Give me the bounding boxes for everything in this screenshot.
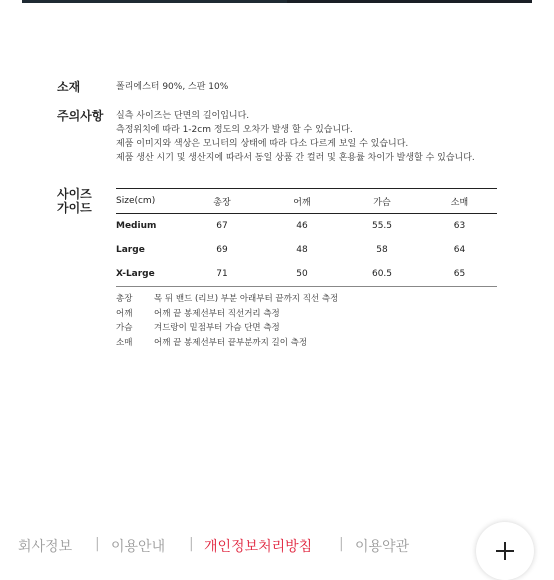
size-cell: 67 [216,221,228,231]
caution-line: 실측 사이즈는 단면의 길이입니다. [116,111,250,121]
footer-separator: | [95,536,100,552]
size-cell: Medium [116,221,157,231]
caution-line: 제품 생산 시기 및 생산지에 따라서 동일 상품 간 컬러 및 혼용률 차이가 발생할 수 있습니다. [116,153,475,163]
footer-link-privacy-policy[interactable]: 개인정보처리방침 [204,539,313,555]
note-key: 어깨 [116,308,133,319]
product-image-left-edge [22,0,287,3]
size-cell: 48 [296,245,308,255]
caution-label: 주의사항 [57,109,104,123]
footer-link-guide[interactable]: 이용안내 [111,539,166,555]
size-header-cell: 소매 [422,189,497,214]
size-header-cell: Size(cm) [116,189,182,214]
size-header-cell: 가슴 [342,189,422,214]
table-row [116,214,497,239]
size-cell: 63 [453,221,466,231]
note-row [116,321,338,336]
table-row [116,238,497,262]
size-cell: 58 [376,245,388,255]
footer-link-terms[interactable]: 이용약관 [355,539,410,555]
caution-line: 측정위치에 따라 1-2cm 정도의 오차가 발생 할 수 있습니다. [116,125,353,135]
size-header-cell: 어깨 [262,189,342,214]
footer-separator: | [339,536,344,552]
note-row [116,292,338,307]
size-guide-label-line1: 사이즈 [57,187,92,201]
material-value: 폴리에스터 90%, 스판 10% [116,82,229,92]
note-key: 소매 [116,337,133,348]
measurement-notes [116,292,338,350]
size-cell: 64 [453,245,466,255]
size-header-cell: 총장 [182,189,262,214]
note-desc: 겨드랑이 밑점부터 가슴 단면 측정 [154,323,280,333]
size-table [116,188,497,287]
material-label: 소재 [57,80,81,94]
table-row [116,262,497,287]
size-cell: 60.5 [342,262,422,287]
size-table-header-row [116,189,497,214]
note-key: 가슴 [116,323,133,333]
floating-plus-button[interactable] [476,522,534,580]
size-cell: Large [116,245,145,255]
size-cell: X-Large [116,262,182,287]
size-cell: 69 [216,245,228,255]
top-image-edge [0,0,554,3]
note-row [116,307,338,322]
footer-separator: | [189,536,194,552]
note-desc: 어깨 끝 봉제선부터 직선거리 측정 [154,308,280,319]
size-cell: 50 [262,262,342,287]
note-desc: 어깨 끝 봉제선부터 끝부분까지 길이 측정 [154,337,308,348]
note-key: 총장 [116,294,133,304]
size-guide-label-line2: 가이드 [57,201,92,215]
caution-line: 제품 이미지와 색상은 모니터의 상태에 따라 다소 다르게 보일 수 있습니다. [116,139,409,149]
size-cell: 71 [182,262,262,287]
size-cell: 65 [422,262,497,287]
size-cell: 46 [296,221,308,231]
note-desc: 목 뒤 밴드 (리브) 부분 아래부터 끝까지 직선 측정 [154,294,339,304]
plus-icon [504,542,506,560]
footer-nav [0,536,554,566]
note-row [116,336,338,351]
product-image-right-edge [287,0,532,3]
footer-link-company-info[interactable]: 회사정보 [18,539,73,555]
size-cell: 55.5 [371,221,393,231]
